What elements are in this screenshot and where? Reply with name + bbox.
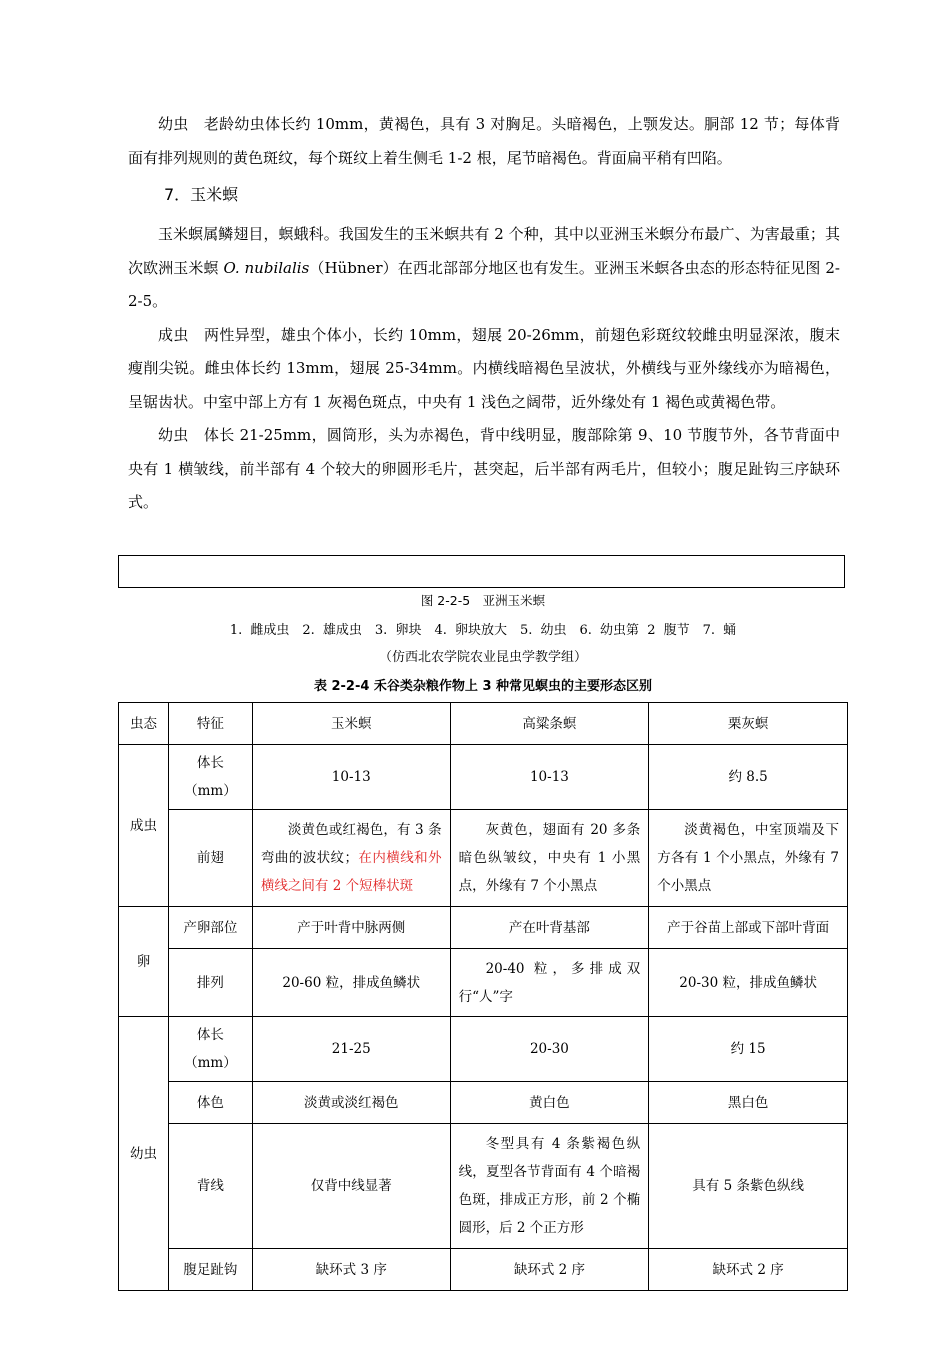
table-cell: 21-25 xyxy=(252,1017,450,1082)
table-cell: 20-40 粒，多排成双行“人”字 xyxy=(450,949,649,1017)
feature-cell: 前翅 xyxy=(168,810,252,907)
header-stage: 虫态 xyxy=(119,703,169,745)
stage-larva: 幼虫 xyxy=(119,1017,169,1291)
table-cell: 缺环式 3 序 xyxy=(252,1249,450,1291)
table-cell: 10-13 xyxy=(450,745,649,810)
table-row xyxy=(119,1082,848,1124)
table-cell: 缺环式 2 序 xyxy=(649,1249,848,1291)
table-cell: 产于叶背中脉两侧 xyxy=(252,907,450,949)
table-cell: 20-30 粒，排成鱼鳞状 xyxy=(649,949,848,1017)
feature-cell: 体长（mm） xyxy=(168,745,252,810)
table-row xyxy=(119,1017,848,1082)
section-title: 7．玉米螟 xyxy=(164,185,239,204)
figure-placeholder xyxy=(118,555,845,588)
intro-text-2: （Hübner）在西北部部分地区也有发生。亚洲玉米螟各虫态的形态特征见图 2-2-5。 xyxy=(128,258,840,310)
figure-source: （仿西北农学院农业昆虫学教学组） xyxy=(378,650,587,665)
paragraph-larva-old: 幼虫 老龄幼虫体长约 10mm，黄褐色，具有 3 对胸足。头暗褐色，上颚发达。胴部 12 节；每体背面有排列规则的黄色斑纹，每个斑纹上着生侧毛 1-2 根，尾节暗褐色。背面扁平稍有凹陷。 xyxy=(128,115,840,167)
intro-text-1: 玉米螟属鳞翅目，螟蛾科。我国发生的玉米螟共有 2 个种，其中以亚洲玉米螟分布最广、为害最重；其次欧洲玉米螟 xyxy=(128,225,840,277)
paragraph-adult: 成虫 两性异型，雄虫个体小，长约 10mm，翅展 20-26mm，前翅色彩斑纹较雌虫明显深浓，腹末瘦削尖锐。雌虫体长约 13mm，翅展 25-34mm。内横线暗褐色呈波状，外横线与亚外缘线亦为暗褐色，呈锯齿状。中室中部上方有 1 灰褐色斑点，中央有 1 浅色之阔带，近外缘处有 1 褐色或黄褐色带。 xyxy=(128,325,840,411)
table-row xyxy=(119,1124,848,1249)
table-cell: 冬型具有 4 条紫褐色纵线，夏型各节背面有 4 个暗褐色斑，排成正方形，前 2 个椭圆形，后 2 个正方形 xyxy=(450,1124,649,1249)
highlighted-text: 在内横线和外横线之间有 2 个短棒状斑 xyxy=(260,850,442,894)
table-row xyxy=(119,907,848,949)
figure-title: 图 2-2-5 亚洲玉米螟 xyxy=(420,593,546,608)
table-row xyxy=(119,949,848,1017)
stage-egg: 卵 xyxy=(119,907,169,1017)
paragraph-larva: 幼虫 体长 21-25mm，圆筒形，头为赤褐色，背中线明显，腹部除第 9、10 节腹节外，各节背面中央有 1 横皱线，前半部有 4 个较大的卵圆形毛片，甚突起，后半部有两毛片，但较小；腹足趾钩三序缺环式。 xyxy=(128,426,840,511)
comparison-table xyxy=(118,702,848,1291)
forewing-desc: 淡黄色或红褐色，有 3 条弯曲的波状纹； xyxy=(260,822,442,866)
table-cell: 约 15 xyxy=(649,1017,848,1082)
stage-adult: 成虫 xyxy=(119,745,169,907)
table-cell: 缺环式 2 序 xyxy=(450,1249,649,1291)
feature-cell: 产卵部位 xyxy=(168,907,252,949)
figure-legend: 1. 雌成虫 2. 雄成虫 3. 卵块 4. 卵块放大 5. 幼虫 6. 幼虫第 2 腹节 7. 蛹 xyxy=(229,623,737,638)
table-cell: 黑白色 xyxy=(649,1082,848,1124)
header-sorghum-borer: 高粱条螟 xyxy=(450,703,649,745)
table-row xyxy=(119,1249,848,1291)
header-millet-borer: 栗灰螟 xyxy=(649,703,848,745)
table-cell: 产在叶背基部 xyxy=(450,907,649,949)
feature-cell: 排列 xyxy=(168,949,252,1017)
feature-cell: 腹足趾钩 xyxy=(168,1249,252,1291)
table-row xyxy=(119,810,848,907)
header-feature: 特征 xyxy=(168,703,252,745)
table-title: 表 2-2-4 禾谷类杂粮作物上 3 种常见螟虫的主要形态区别 xyxy=(313,679,653,694)
species-name: O. nubilalis xyxy=(223,258,310,277)
table-cell: 淡黄褐色，中室顶端及下方各有 1 个小黑点，外缘有 7 个小黑点 xyxy=(649,810,848,907)
table-cell: 10-13 xyxy=(252,745,450,810)
table-cell: 仅背中线显著 xyxy=(252,1124,450,1249)
table-cell: 20-60 粒，排成鱼鳞状 xyxy=(252,949,450,1017)
table-row xyxy=(119,745,848,810)
table-cell: 淡黄或淡红褐色 xyxy=(252,1082,450,1124)
feature-cell: 体色 xyxy=(168,1082,252,1124)
header-corn-borer: 玉米螟 xyxy=(252,703,450,745)
table-cell: 约 8.5 xyxy=(649,745,848,810)
table-cell: 产于谷苗上部或下部叶背面 xyxy=(649,907,848,949)
feature-cell: 体长（mm） xyxy=(168,1017,252,1082)
feature-cell: 背线 xyxy=(168,1124,252,1249)
table-cell: 黄白色 xyxy=(450,1082,649,1124)
table-cell: 灰黄色，翅面有 20 多条暗色纵皱纹，中央有 1 小黑点，外缘有 7 个小黑点 xyxy=(450,810,649,907)
table-cell: 具有 5 条紫色纵线 xyxy=(649,1124,848,1249)
paragraph-intro xyxy=(128,218,840,319)
table-header-row xyxy=(119,703,848,745)
body-text xyxy=(128,108,840,520)
table-cell: 20-30 xyxy=(450,1017,649,1082)
table-cell xyxy=(252,810,450,907)
